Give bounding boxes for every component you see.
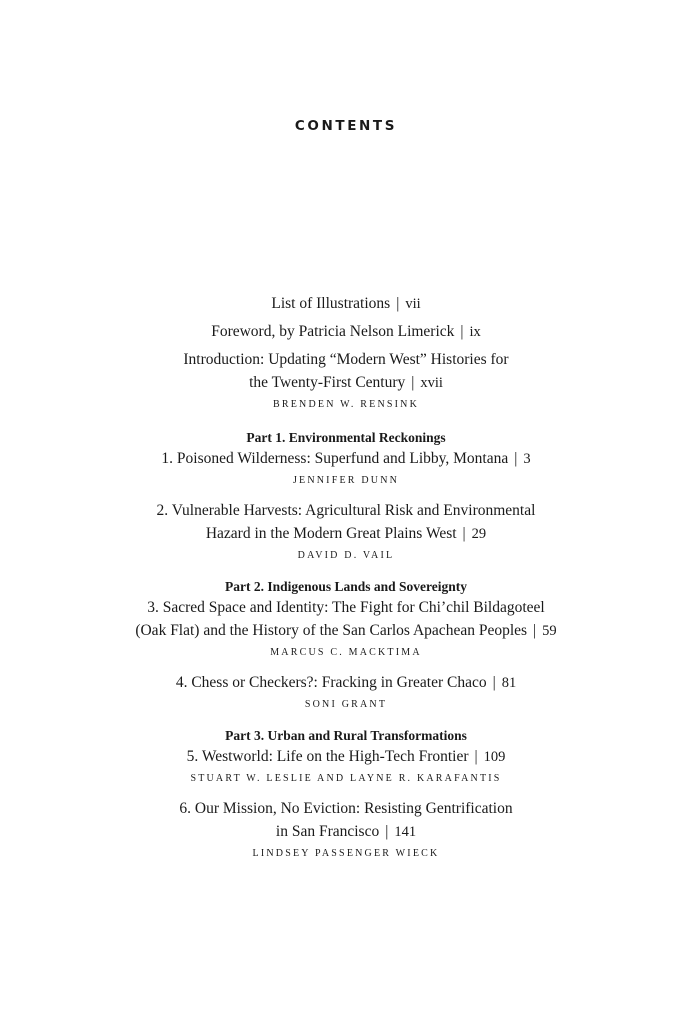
entry-title-line2: in San Francisco <box>275 823 380 840</box>
toc-entry-chapter-5[interactable] <box>120 745 572 769</box>
entry-author: DAVID D. VAIL <box>297 550 395 561</box>
entry-title-line1: 6. Our Mission, No Eviction: Resisting Gentrification <box>179 800 513 817</box>
entry-title-line2: (Oak Flat) and the History of the San Carlos Apachean Peoples <box>135 622 528 639</box>
toc-entry-foreword[interactable] <box>120 320 572 344</box>
entry-author: STUART W. LESLIE AND LAYNE R. KARAFANTIS <box>190 773 502 784</box>
page-number: 29 <box>471 526 487 542</box>
entry-author: SONI GRANT <box>304 699 388 710</box>
page-number: 59 <box>542 623 557 639</box>
toc-entry-chapter-2[interactable] <box>120 499 572 546</box>
separator: | <box>385 823 389 840</box>
page-number: 141 <box>394 824 417 840</box>
separator: | <box>396 295 400 312</box>
entry-author: MARCUS C. MACKTIMA <box>270 647 422 658</box>
page-number: vii <box>405 296 421 312</box>
page-number: 3 <box>523 451 531 467</box>
separator: | <box>474 748 478 765</box>
toc-entry-chapter-4[interactable] <box>120 671 572 695</box>
entry-title: List of Illustrations <box>271 295 391 312</box>
entry-title: 5. Westworld: Life on the High-Tech Frontier <box>186 748 469 765</box>
part-heading-3: Part 3. Urban and Rural Transformations <box>225 728 467 743</box>
page-number: ix <box>469 324 481 340</box>
separator: | <box>533 622 537 639</box>
table-of-contents <box>120 292 572 862</box>
part-heading-1: Part 1. Environmental Reckonings <box>246 430 446 445</box>
separator: | <box>514 450 518 467</box>
toc-entry-introduction[interactable] <box>120 348 572 395</box>
entry-title-line2: the Twenty-First Century <box>249 374 406 391</box>
entry-title: 1. Poisoned Wilderness: Superfund and Libby, Montana <box>161 450 509 467</box>
page-number: 109 <box>483 749 506 765</box>
page-number: xvii <box>420 375 443 391</box>
entry-author: JENNIFER DUNN <box>292 475 400 486</box>
page-number: 81 <box>501 675 517 691</box>
toc-entry-chapter-3[interactable] <box>120 596 572 643</box>
entry-author: BRENDEN W. RENSINK <box>273 399 419 410</box>
toc-entry-chapter-1[interactable] <box>120 447 572 471</box>
separator: | <box>411 374 415 391</box>
entry-title-line1: 3. Sacred Space and Identity: The Fight for Chi’chil Bildagoteel <box>147 599 545 616</box>
separator: | <box>492 674 496 691</box>
separator: | <box>462 525 466 542</box>
toc-entry-illustrations[interactable] <box>120 292 572 316</box>
page-title: CONTENTS <box>294 118 398 134</box>
toc-entry-chapter-6[interactable] <box>120 797 572 844</box>
part-heading-2: Part 2. Indigenous Lands and Sovereignty <box>224 579 468 594</box>
entry-title-line1: Introduction: Updating “Modern West” Histories for <box>183 351 509 368</box>
entry-title: Foreword, by Patricia Nelson Limerick <box>211 323 455 340</box>
entry-title: 4. Chess or Checkers?: Fracking in Greater Chaco <box>175 674 487 691</box>
separator: | <box>460 323 464 340</box>
entry-author: LINDSEY PASSENGER WIECK <box>252 848 440 859</box>
entry-title-line2: Hazard in the Modern Great Plains West <box>205 525 457 542</box>
entry-title-line1: 2. Vulnerable Harvests: Agricultural Risk and Environmental <box>156 502 536 519</box>
